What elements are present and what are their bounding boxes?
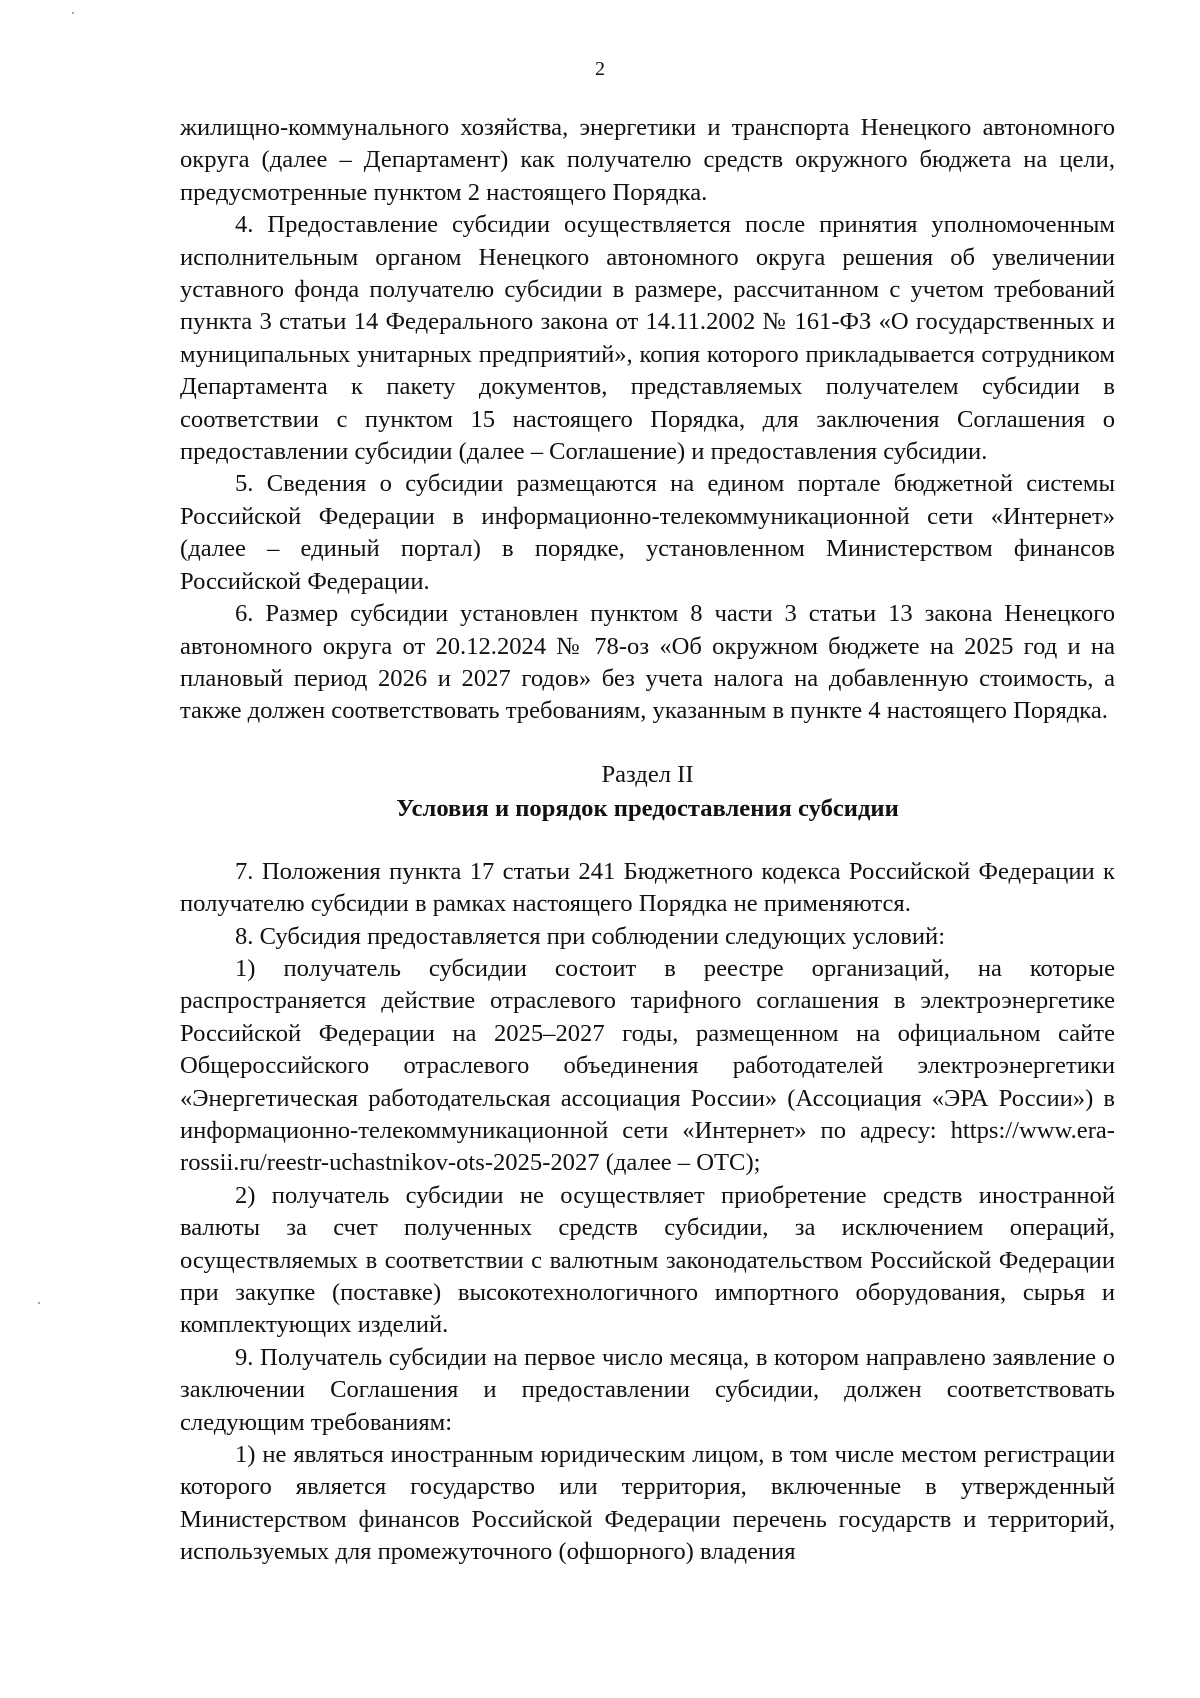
paragraph-6: 6. Размер субсидии установлен пунктом 8 части 3 статьи 13 закона Ненецкого автономного округа от 20.12.2024 № 78-оз «Об окружном бюджете на 2025 год и на плановый период 2026 и 2027 годов» без учета налога на добавленную стоимость, а также должен соответствовать требованиям, указанным в пункте 4 настоящего Порядка. — [180, 600, 1115, 725]
paragraph-8: 8. Субсидия предоставляется при соблюдении следующих условий: — [235, 922, 946, 950]
section-title: Условия и порядок предоставления субсидии — [396, 794, 899, 822]
paragraph-5: 5. Сведения о субсидии размещаются на едином портале бюджетной системы Российской Федерации в информационно-телекоммуникационной сети «Интернет» (далее – единый портал) в порядке, установленном Министерством финансов Российской Федерации. — [180, 470, 1115, 595]
document-body — [180, 112, 1115, 1569]
paragraph-3-continuation: жилищно-коммунального хозяйства, энергетики и транспорта Ненецкого автономного округа (далее – Департамент) как получателю средств окружного бюджета на цели, предусмотренные пунктом 2 настоящего Порядка. — [180, 114, 1115, 206]
scan-speck — [72, 12, 74, 14]
scan-speck — [38, 1302, 40, 1304]
section-heading — [180, 758, 1115, 826]
section-label: Раздел II — [601, 760, 694, 788]
paragraph-8-item-2: 2) получатель субсидии не осуществляет приобретение средств иностранной валюты за счет полученных средств субсидии, за исключением операций, осуществляемых в соответствии с валютным законодательством Российской Федерации при закупке (поставке) высокотехнологичного импортного оборудования, сырья и комплектующих изделий. — [180, 1181, 1115, 1339]
page-number: 2 — [595, 58, 605, 80]
paragraph-4: 4. Предоставление субсидии осуществляется после принятия уполномоченным исполнительным органом Ненецкого автономного округа решения об увеличении уставного фонда получателю субсидии в размере, рассчитанном с учетом требований пункта 3 статьи 14 Федерального закона от 14.11.2002 № 161-ФЗ «О государственных и муниципальных унитарных предприятий», копия которого прикладывается сотрудником Департамента к пакету документов, представляемых получателем субсидии в соответствии с пунктом 15 настоящего Порядка, для заключения Соглашения о предоставлении субсидии (далее – Соглашение) и предоставления субсидии. — [180, 211, 1115, 466]
paragraph-9: 9. Получатель субсидии на первое число месяца, в котором направлено заявление о заключении Соглашения и предоставлении субсидии, должен соответствовать следующим требованиям: — [180, 1343, 1115, 1436]
paragraph-8-item-1: 1) получатель субсидии состоит в реестре организаций, на которые распространяется действие отраслевого тарифного соглашения в электроэнергетике Российской Федерации на 2025–2027 годы, размещенном на официальном сайте Общероссийского отраслевого объединения работодателей электроэнергетики «Энергетическая работодательская ассоциация России» (Ассоциация «ЭРА России») в информационно-телекоммуникационной сети «Интернет» по адресу: https://www.era-rossii.ru/reestr-uchastnikov-ots-2025-2027 (далее – ОТС); — [180, 954, 1115, 1177]
paragraph-9-item-1: 1) не являться иностранным юридическим лицом, в том числе местом регистрации которого является государство или территория, включенные в утвержденный Министерством финансов Российской Федерации перечень государств и территорий, используемых для промежуточного (офшорного) владения — [180, 1441, 1115, 1566]
paragraph-7: 7. Положения пункта 17 статьи 241 Бюджетного кодекса Российской Федерации к получателю субсидии в рамках настоящего Порядка не применяются. — [180, 857, 1115, 918]
